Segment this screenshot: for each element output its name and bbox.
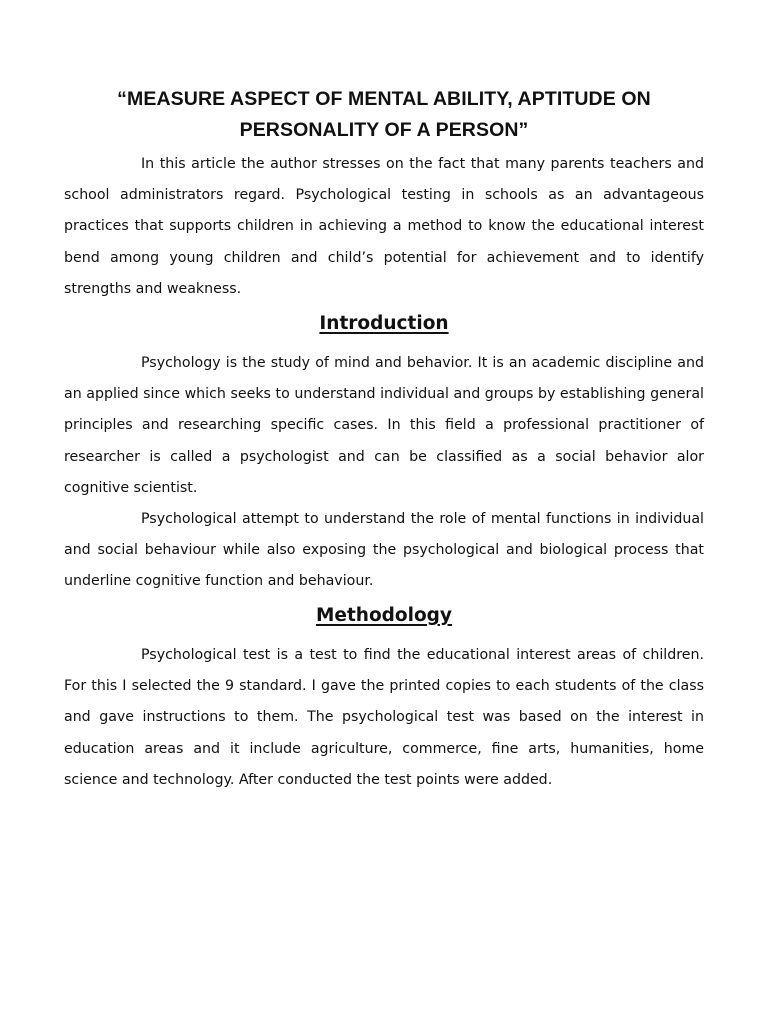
methodology-heading: Methodology [316, 605, 452, 626]
methodology-paragraph: Psychological test is a test to find the educational interest areas of children. For this I selected the 9 standard. I gave the printed copies to each students of the class and gave instructions to them. The psychological test was based on the interest in education areas and it include agriculture, commerce, fine arts, humanities, home science and technology. After conducted the test points were added. [64, 647, 704, 788]
abstract-paragraph: In this article the author stresses on the fact that many parents teachers and school administrators regard. Psychological testing in schools as an advantageous practices that supports children in achieving a method to know the educational interest bend among young children and child’s potential for achievement and to identify strengths and weakness. [64, 156, 704, 297]
introduction-paragraph-1: Psychology is the study of mind and behavior. It is an academic discipline and an applied since which seeks to understand individual and groups by establishing general principles and researching specific cases. In this field a professional practitioner of researcher is called a psychologist and can be classified as a social behavior alor cognitive scientist. [64, 355, 704, 496]
introduction-paragraph-2: Psychological attempt to understand the role of mental functions in individual and social behaviour while also exposing the psychological and biological process that underline cognitive function and behaviour. [64, 511, 704, 590]
document-title: “MEASURE ASPECT OF MENTAL ABILITY, APTITUDE ON PERSONALITY OF A PERSON” [117, 88, 651, 141]
introduction-heading: Introduction [319, 313, 449, 334]
